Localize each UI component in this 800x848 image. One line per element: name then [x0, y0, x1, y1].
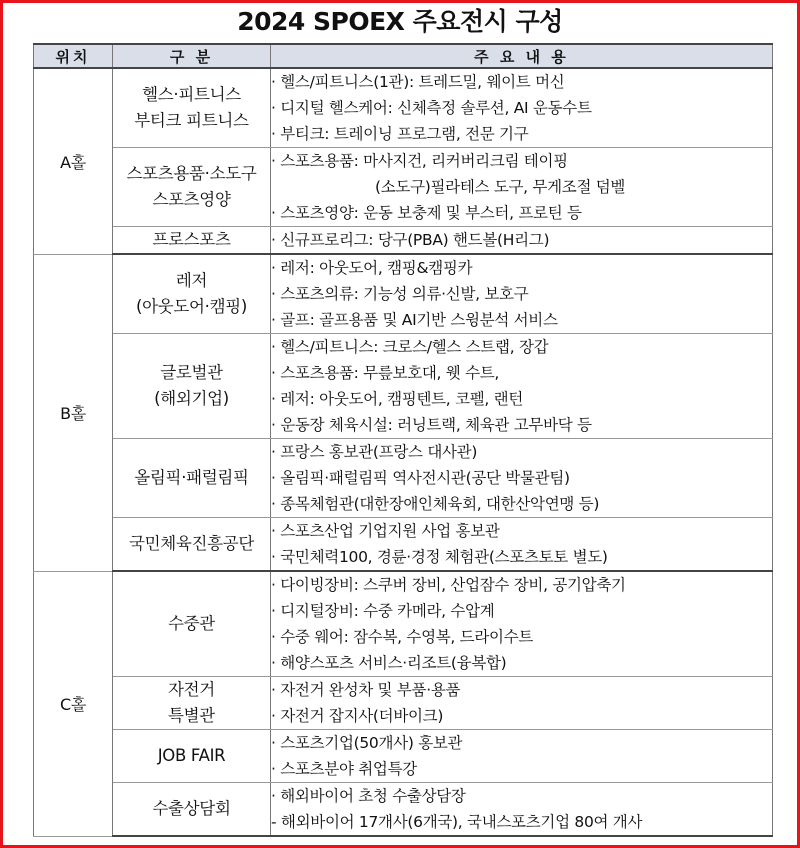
- content-cell: [271, 439, 773, 518]
- content-item: · 스포츠분야 취업특강: [271, 760, 417, 778]
- category-cell: [113, 439, 271, 518]
- category-cell: [113, 68, 271, 148]
- table-row: [34, 571, 773, 677]
- content-item: · 자전거 완성차 및 부품·용품: [271, 681, 461, 699]
- category-label: 수중관: [168, 614, 215, 633]
- content-item: · 스포츠용품: 무릎보호대, 웻 수트,: [271, 364, 500, 382]
- category-label: 스포츠용품·소도구: [126, 164, 257, 183]
- content-item: · 레저: 아웃도어, 캠핑&캠핑카: [271, 259, 473, 277]
- content-cell: [271, 730, 773, 783]
- category-cell: [113, 254, 271, 334]
- content-item: · 디지털 헬스케어: 신체측정 솔루션, AI 운동수트: [271, 99, 592, 117]
- content-item: - 해외바이어 17개사(6개국), 국내스포츠기업 80여 개사: [271, 813, 643, 831]
- category-label: 부티크 피트니스: [134, 111, 249, 130]
- category-label: JOB FAIR: [157, 746, 226, 765]
- content-cell: [271, 677, 773, 730]
- table-row: [34, 730, 773, 783]
- table-row: [34, 254, 773, 334]
- category-label: 스포츠영양: [152, 190, 231, 209]
- content-item: · 종목체험관(대한장애인체육회, 대한산악연맹 등): [271, 495, 600, 513]
- content-item: · 해외바이어 초청 수출상담장: [271, 787, 466, 805]
- content-cell: [271, 334, 773, 439]
- content-cell: [271, 68, 773, 148]
- category-label: 헬스·피트니스: [142, 85, 241, 104]
- category-cell: [113, 730, 271, 783]
- content-item: (소도구)필라테스 도구, 무게조절 덤벨: [375, 178, 626, 196]
- content-item: · 헬스/피트니스: 크로스/헬스 스트랩, 장갑: [271, 338, 549, 356]
- category-cell: [113, 334, 271, 439]
- content-item: · 스포츠의류: 기능성 의류·신발, 보호구: [271, 285, 529, 303]
- content-cell: [271, 227, 773, 255]
- content-item: · 골프: 골프용품 및 AI기반 스윙분석 서비스: [271, 311, 558, 329]
- content-item: · 디지털장비: 수중 카메라, 수압계: [271, 602, 495, 620]
- category-label: (해외기업): [154, 389, 229, 408]
- content-item: · 해양스포츠 서비스·리조트(융복합): [271, 654, 507, 672]
- header-location: 위치: [34, 44, 113, 68]
- content-item: · 올림픽·패럴림픽 역사전시관(공단 박물관팀): [271, 469, 570, 487]
- category-label: 수출상담회: [152, 799, 231, 818]
- category-label: 글로벌관: [160, 363, 223, 382]
- hall-location-cell: B홀: [34, 254, 113, 571]
- category-label: 프로스포츠: [152, 230, 231, 249]
- content-cell: [271, 571, 773, 677]
- content-item: · 자전거 잡지사(더바이크): [271, 707, 444, 725]
- table-body: [34, 68, 773, 836]
- header-content: 주 요 내 용: [271, 44, 773, 68]
- content-item: · 다이빙장비: 스쿠버 장비, 산업잠수 장비, 공기압축기: [271, 576, 626, 594]
- table-row: [34, 518, 773, 572]
- content-item: · 레저: 아웃도어, 캠핑텐트, 코펠, 랜턴: [271, 390, 523, 408]
- category-cell: [113, 227, 271, 255]
- category-cell: [113, 571, 271, 677]
- content-item: · 신규프로리그: 당구(PBA) 핸드볼(H리그): [271, 231, 550, 249]
- content-item: · 스포츠기업(50개사) 홍보관: [271, 734, 463, 752]
- table-header-row: [34, 44, 773, 68]
- content-item: · 스포츠영양: 운동 보충제 및 부스터, 프로틴 등: [271, 204, 582, 222]
- content-item: · 프랑스 홍보관(프랑스 대사관): [271, 443, 478, 461]
- hall-location-cell: C홀: [34, 571, 113, 836]
- header-category: 구 분: [113, 44, 271, 68]
- content-cell: [271, 254, 773, 334]
- table-row: [34, 439, 773, 518]
- table-row: [34, 68, 773, 148]
- category-cell: [113, 677, 271, 730]
- category-label: 자전거: [168, 680, 215, 699]
- category-label: (아웃도어·캠핑): [135, 297, 248, 316]
- content-item: · 헬스/피트니스(1관): 트레드밀, 웨이트 머신: [271, 73, 565, 91]
- content-item: · 수중 웨어: 잠수복, 수영복, 드라이수트: [271, 628, 534, 646]
- category-label: 국민체육진흥공단: [128, 534, 255, 553]
- table-row: [34, 677, 773, 730]
- category-label: 레저: [175, 271, 208, 290]
- category-cell: [113, 783, 271, 837]
- page-title: 2024 SPOEX 주요전시 구성: [237, 7, 563, 36]
- category-label: 특별관: [168, 706, 215, 725]
- table-row: [34, 783, 773, 837]
- content-item: · 운동장 체육시설: 러닝트랙, 체육관 고무바닥 등: [271, 416, 592, 434]
- content-item: · 스포츠산업 기업지원 사업 홍보관: [271, 522, 500, 540]
- content-item: · 부티크: 트레이닝 프로그램, 전문 기구: [271, 125, 529, 143]
- content-item: · 국민체력100, 경륜·경정 체험관(스포츠토토 별도): [271, 548, 608, 566]
- table-row: [34, 227, 773, 255]
- content-cell: [271, 148, 773, 227]
- category-label: 올림픽·패럴림픽: [134, 468, 249, 487]
- table-row: [34, 334, 773, 439]
- category-cell: [113, 148, 271, 227]
- content-cell: [271, 518, 773, 572]
- table-row: [34, 148, 773, 227]
- exhibition-table: [33, 43, 773, 837]
- content-cell: [271, 783, 773, 837]
- category-cell: [113, 518, 271, 572]
- content-item: · 스포츠용품: 마사지건, 리커버리크림 테이핑: [271, 152, 568, 170]
- hall-location-cell: A홀: [34, 68, 113, 254]
